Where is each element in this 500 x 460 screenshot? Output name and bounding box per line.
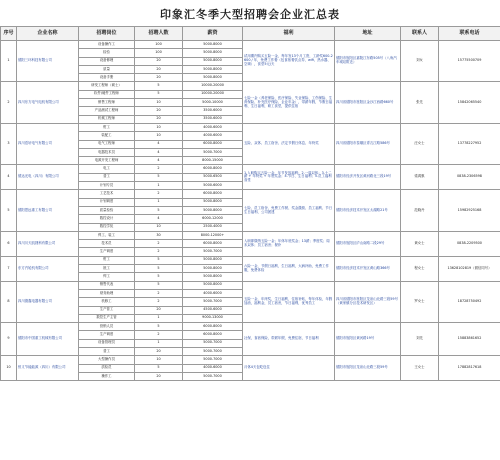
job-count: 10 <box>135 223 183 231</box>
job-salary: 6000-8000 <box>183 240 243 248</box>
header-address: 地址 <box>335 27 401 41</box>
job-salary: 5000-8000 <box>183 273 243 281</box>
job-salary: 6000-8000 <box>183 323 243 331</box>
job-title: 质检员 <box>79 364 135 372</box>
job-salary: 5000-8000 <box>183 49 243 57</box>
company-address: 德阳市经济技术开发区黄山路366号 <box>335 256 401 281</box>
job-title: 设备操作工 <box>79 41 135 49</box>
header-row <box>1 27 500 41</box>
company-contact: 王女士 <box>401 356 439 381</box>
company-no: 6 <box>1 231 17 256</box>
company-address: 德阳市经济技术开发区太湖路21号 <box>335 190 401 231</box>
table-row <box>1 281 500 289</box>
company-contact: 程女士 <box>401 256 439 281</box>
job-salary: 5000-6000 <box>183 182 243 190</box>
company-contact: 刘女 <box>401 41 439 82</box>
table-row <box>1 190 500 198</box>
company-name: 四川川天凯捷科有限公司 <box>17 231 79 256</box>
company-phone: 13628102819（微信同号） <box>439 256 500 281</box>
job-title: 普工 <box>79 173 135 181</box>
company-address: 德阳市经济开发区黄河路北三段19号 <box>335 165 401 190</box>
job-count: 20 <box>135 107 183 115</box>
job-title: 设备修理 <box>79 57 135 65</box>
company-benefits: 五险、双休、员工宿舍、法定节假日休息、年终奖 <box>243 123 335 164</box>
job-title: 技术员 <box>79 240 135 248</box>
company-benefits: 七险一金（养老保险、医疗保险、失业保险、工伤保险、生育保险、补充医疗保险、企业年金），带薪年假，节假日福利、生日福利，职工食堂，提供住宿 <box>243 82 335 123</box>
job-count: 5 <box>135 265 183 273</box>
job-count: 20 <box>135 65 183 73</box>
job-title: 质量 <box>79 65 135 73</box>
company-phone: 15775500709 <box>439 41 500 82</box>
job-salary: 9000-13000 <box>183 314 243 322</box>
job-salary: 5000-8000 <box>183 265 243 273</box>
job-title: 营销人员 <box>79 323 135 331</box>
job-title: 电源开发工程师 <box>79 157 135 165</box>
job-salary: 5000-8000 <box>183 256 243 264</box>
company-no: 3 <box>1 123 17 164</box>
company-no: 9 <box>1 323 17 356</box>
job-salary: 5000-7000 <box>183 372 243 380</box>
company-phone: 18728750492 <box>439 281 500 322</box>
company-name: 四川东方电气电机有限公司 <box>17 82 79 123</box>
job-title: 铣工 <box>79 265 135 273</box>
job-salary: 3500-6000 <box>183 115 243 123</box>
company-name: 四川语轩电气有限公司 <box>17 123 79 164</box>
job-count: 1 <box>135 198 183 206</box>
job-title: 数控生产主管 <box>79 314 135 322</box>
job-count: 5 <box>135 364 183 372</box>
company-contact: 刘先 <box>401 323 439 356</box>
job-salary: 2500-4000 <box>183 223 243 231</box>
job-title: 生产调度 <box>79 331 135 339</box>
company-contact: 黄女士 <box>401 231 439 256</box>
job-salary: 5000-8000 <box>183 198 243 206</box>
table-row <box>1 41 500 49</box>
job-salary: 5000-8000 <box>183 41 243 49</box>
company-benefits: 试用期内购买五险一金，每年发13个月工资，工龄奖600-2600 / 年，免费工作餐（包食宿餐饮点券、wifi、热水器、空调），食堂5元/天 <box>243 41 335 82</box>
company-benefits: 五险一金，年终奖，生日福利，住宿补贴，每年体检，年假加油，福利金，员工宿舍，节日福利，优秀员工 <box>243 281 335 322</box>
job-salary: 6000-12000 <box>183 215 243 223</box>
table-row <box>1 356 500 364</box>
table-row <box>1 256 500 264</box>
job-salary: 6000-8000 <box>183 190 243 198</box>
header-phone: 联系电话 <box>439 27 500 41</box>
job-count: 100 <box>135 41 183 49</box>
job-count: 20 <box>135 372 183 380</box>
company-contact: 梁鸿骐 <box>401 165 439 190</box>
job-title: 机修工 <box>79 298 135 306</box>
job-count: 1 <box>135 339 183 347</box>
header-benefits: 福利 <box>243 27 335 41</box>
company-no: 2 <box>1 82 17 123</box>
page-title: 印象汇冬季大型招聘会企业汇总表 <box>160 8 340 21</box>
company-benefits: 入职即缴纳五险一金；年休年底奖金；13薪；季度奖；周末双休；员工宿舍；餐补 <box>243 231 335 256</box>
job-title: 机械工程师 <box>79 115 135 123</box>
job-title: 检验 <box>79 49 135 57</box>
job-salary: 5000-6500 <box>183 173 243 181</box>
job-title: 销售工程师 <box>79 99 135 107</box>
company-address: 德阳市旌阳区龙泉山北路三段59号 <box>335 356 401 381</box>
job-count: 5 <box>135 206 183 214</box>
job-title: 数控学徒 <box>79 223 135 231</box>
company-name: 德达光电（四川）有限公司 <box>17 165 79 190</box>
job-count: 20 <box>135 347 183 355</box>
job-salary: 3500-6000 <box>183 107 243 115</box>
company-contact: 罗女士 <box>401 281 439 322</box>
job-title: 生产普工 <box>79 306 135 314</box>
job-salary: 6000-8000 <box>183 331 243 339</box>
company-phone: 17882817618 <box>439 356 500 381</box>
job-title: 计划调度 <box>79 198 135 206</box>
job-count: 20 <box>135 115 183 123</box>
job-title: 钳工 <box>79 123 135 131</box>
job-count: 5 <box>135 90 183 98</box>
job-salary: 10000-20000 <box>183 90 243 98</box>
table-body <box>1 41 500 381</box>
job-count: 10 <box>135 123 183 131</box>
job-salary: 5000-8000 <box>183 281 243 289</box>
job-title: 焊工 <box>79 273 135 281</box>
company-benefits: 六险一金，节假日福利，生日福利，大病补助，免费工作服，免费体检 <box>243 256 335 281</box>
company-no: 1 <box>1 41 17 82</box>
job-salary: 5000-7000 <box>183 347 243 355</box>
job-salary: 5000-7000 <box>183 298 243 306</box>
table-row <box>1 82 500 90</box>
job-count: 5 <box>135 273 183 281</box>
company-name: 四川德鑫电器有限公司 <box>17 281 79 322</box>
job-count: 100 <box>135 49 183 57</box>
company-no: 10 <box>1 356 17 381</box>
job-count: 20 <box>135 57 183 65</box>
company-contact: 汪女士 <box>401 123 439 164</box>
job-title: 钳工 <box>79 256 135 264</box>
job-title: 计划专员 <box>79 182 135 190</box>
job-count: 5 <box>135 323 183 331</box>
table-row <box>1 123 500 131</box>
job-count: 20 <box>135 306 183 314</box>
company-no: 5 <box>1 190 17 231</box>
job-count: 30 <box>135 231 183 239</box>
company-name: 德阳市中国重工机械有限公司 <box>17 323 79 356</box>
company-contact: 张先 <box>401 82 439 123</box>
job-count: 5 <box>135 82 183 90</box>
job-count: 4 <box>135 215 183 223</box>
job-title: 电工 <box>79 165 135 173</box>
company-no: 8 <box>1 281 17 322</box>
job-count: 2 <box>135 298 183 306</box>
table-row <box>1 165 500 173</box>
job-title: 电器技术员 <box>79 148 135 156</box>
job-title: 焊工、装工 <box>79 231 135 239</box>
job-count: 2 <box>135 248 183 256</box>
job-salary: 5000-7000 <box>183 356 243 364</box>
job-title: 大型操作员 <box>79 356 135 364</box>
job-title: 产品测试工程师 <box>79 107 135 115</box>
header-salary: 薪资 <box>183 27 243 41</box>
company-phone: 15982925168 <box>439 190 500 231</box>
company-benefits: 月休4天包吃包住 <box>243 356 335 381</box>
job-salary: 5000-7000 <box>183 248 243 256</box>
job-count: 5 <box>135 173 183 181</box>
job-salary: 5000-7000 <box>183 148 243 156</box>
job-salary: 5000-7000 <box>183 339 243 347</box>
job-count: 10 <box>135 132 183 140</box>
job-count: 4 <box>135 140 183 148</box>
company-contact: 范晓丹 <box>401 190 439 231</box>
job-salary: 5000-10000 <box>183 99 243 107</box>
company-benefits: 1.入职购买五险一金，年节发放福利；2.一周双休；3.十二薪 + 年终奖 + 年底奖金；4.节日、生日福利；5.员工福利食堂 <box>243 165 335 190</box>
job-title: 财务助理 <box>79 289 135 297</box>
job-count: 1 <box>135 182 183 190</box>
job-salary: 4000-6000 <box>183 123 243 131</box>
job-title: 销售代表 <box>79 281 135 289</box>
job-title: 普工 <box>79 347 135 355</box>
job-salary: 5000-8000 <box>183 74 243 82</box>
company-address: 德阳市旌阳区嘉陵江东路505号（八角汽车城站附近） <box>335 41 401 82</box>
company-phone: 0838-2306598 <box>439 165 500 190</box>
company-address: 四川省德阳市旌阳区龙泉山北路三段59号（黄家镇分区技术研发区） <box>335 281 401 322</box>
company-table <box>0 26 500 381</box>
job-count: 5 <box>135 281 183 289</box>
job-salary: 5000-8000 <box>183 206 243 214</box>
company-phone: 15842065540 <box>439 82 500 123</box>
company-name: 德阳三环科技有限公司 <box>17 41 79 82</box>
job-salary: 4000-6000 <box>183 132 243 140</box>
job-salary: 8000-15000 <box>183 157 243 165</box>
job-title: 研发工程师（硕士） <box>79 82 135 90</box>
company-phone: 0838-2209500 <box>439 231 500 256</box>
company-benefits: 社保，食宿保险，带薪年假，免费住宿，节日福利 <box>243 323 335 356</box>
job-salary: 6000-8000 <box>183 140 243 148</box>
job-salary: 10000-20000 <box>183 82 243 90</box>
company-name: 德阳思远重工有限公司 <box>17 190 79 231</box>
job-salary: 4000-6000 <box>183 364 243 372</box>
company-no: 7 <box>1 256 17 281</box>
job-count: 1 <box>135 314 183 322</box>
job-title: 设备手册 <box>79 74 135 82</box>
job-count: 4 <box>135 148 183 156</box>
job-title: 装配工 <box>79 132 135 140</box>
job-count: 2 <box>135 331 183 339</box>
job-salary: 4000-6000 <box>183 289 243 297</box>
job-salary: 5000-8000 <box>183 57 243 65</box>
header-no: 序号 <box>1 27 17 41</box>
table-row <box>1 231 500 239</box>
company-address: 四川省德阳市泰顺区青衣江路586号 <box>335 123 401 164</box>
company-phone: 13778227952 <box>439 123 500 164</box>
job-count: 4 <box>135 157 183 165</box>
job-title: 生产调度 <box>79 248 135 256</box>
company-name: 恒义节能能源（四川）有限公司 <box>17 356 79 381</box>
company-name: 东方汽轮机有限公司 <box>17 256 79 281</box>
job-title: 设备管理员 <box>79 339 135 347</box>
table-row <box>1 323 500 331</box>
header-contact: 联系人 <box>401 27 439 41</box>
job-salary: 5000-8000 <box>183 65 243 73</box>
job-salary: 4500-6000 <box>183 306 243 314</box>
job-salary: 6000-8000 <box>183 165 243 173</box>
job-count: 2 <box>135 289 183 297</box>
company-address: 德阳市旌阳区黄河路19号 <box>335 323 401 356</box>
company-benefits: 七险、员工宿舍、免费工作餐、奖金激励、员工福利、节日生日福利、公司团建 <box>243 190 335 231</box>
job-count: 20 <box>135 74 183 82</box>
job-title: 工艺技术 <box>79 190 135 198</box>
job-count: 10 <box>135 99 183 107</box>
header-count: 招聘人数 <box>135 27 183 41</box>
job-count: 10 <box>135 356 183 364</box>
job-title: 质量检验 <box>79 206 135 214</box>
job-count: 2 <box>135 190 183 198</box>
job-title: 数控设计 <box>79 215 135 223</box>
job-count: 2 <box>135 165 183 173</box>
company-address: 德阳市旌阳区庐山南路二段29号 <box>335 231 401 256</box>
header-position: 招聘岗位 <box>79 27 135 41</box>
job-count: 2 <box>135 240 183 248</box>
job-title: 操作工 <box>79 372 135 380</box>
company-no: 4 <box>1 165 17 190</box>
job-salary: 8000-12000+ <box>183 231 243 239</box>
job-count: 5 <box>135 256 183 264</box>
company-address: 四川省德阳市旌阳区金沙江西路660号 <box>335 82 401 123</box>
company-phone: 15883861652 <box>439 323 500 356</box>
header-company: 企业名称 <box>17 27 79 41</box>
job-title: 软件/硬件工程师 <box>79 90 135 98</box>
job-title: 电气工程师 <box>79 140 135 148</box>
